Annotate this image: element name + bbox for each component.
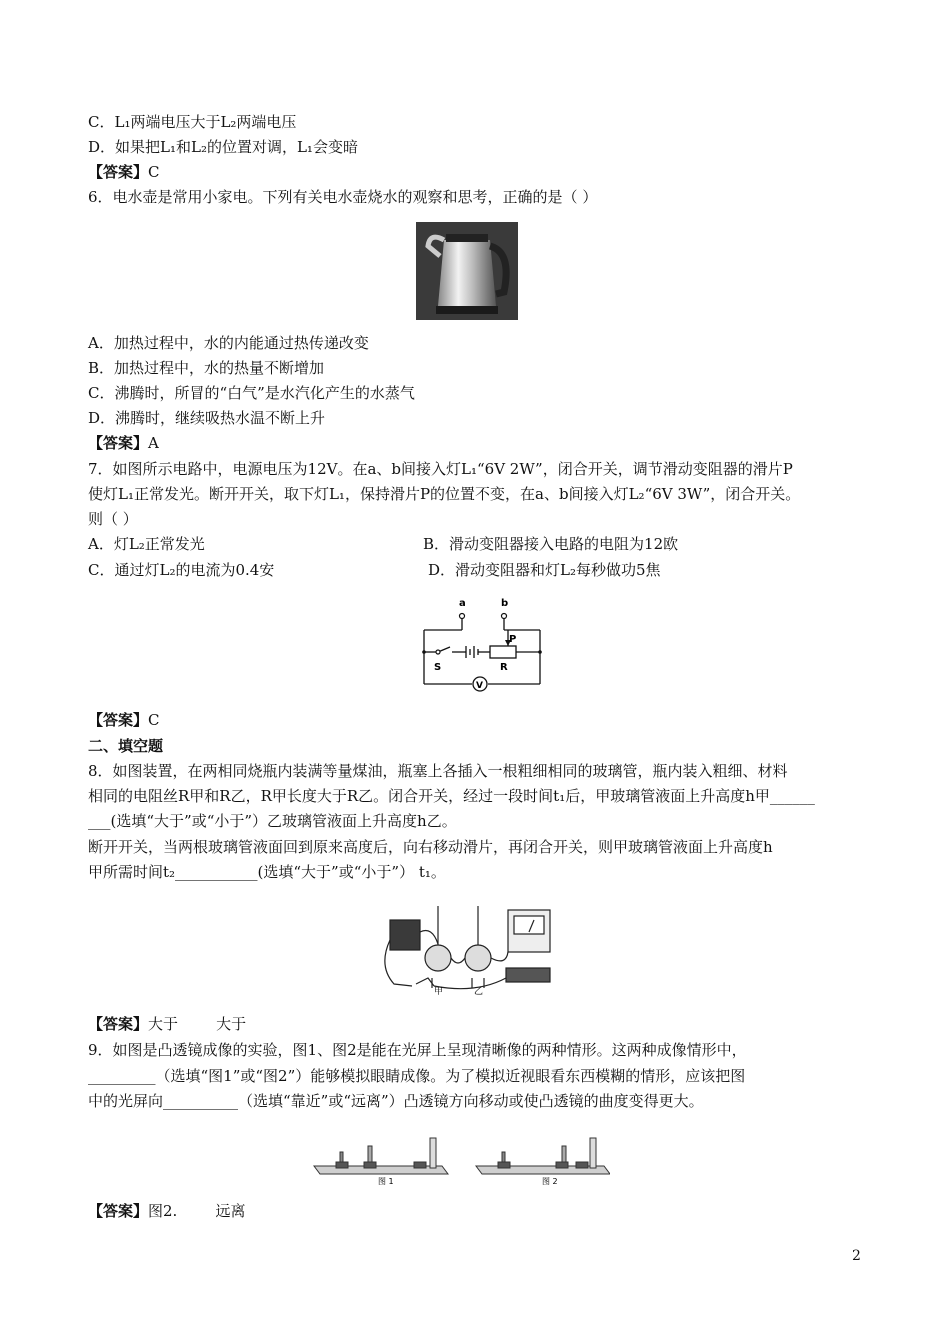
q7-stem-line3: 则（ ） (88, 510, 138, 528)
q9-line3: 中的光屏向__________（选填“靠近”或“远离”）凸透镜方向移动或使凸透镜的曲度变得更大。 (88, 1092, 704, 1110)
q7-option-a: A．灯L₂正常发光 (88, 535, 205, 553)
q8-line3: ___(选填“大于”或“小于”）乙玻璃管液面上升高度h乙。 (88, 812, 457, 830)
q5-option-d: D．如果把L₁和L₂的位置对调，L₁会变暗 (88, 138, 358, 156)
label-a: a (459, 598, 466, 609)
fig1-caption: 图 1 (378, 1177, 394, 1186)
q6-option-a: A．加热过程中，水的内能通过热传递改变 (88, 334, 369, 352)
q8-line2: 相同的电阻丝R甲和R乙，R甲长度大于R乙。闭合开关，经过一段时间t₁后，甲玻璃管液面上升高度h甲______ (88, 787, 815, 805)
label-v: V (476, 681, 483, 691)
label-p: P (509, 634, 517, 645)
fig2-caption: 图 2 (542, 1177, 558, 1186)
label-r: R (500, 662, 508, 673)
joule-heating-apparatus (376, 896, 566, 996)
page-number: 2 (852, 1248, 861, 1264)
circuit-diagram (416, 594, 544, 694)
label-s: S (434, 662, 442, 673)
q6-option-c: C．沸腾时，所冒的“白气”是水汽化产生的水蒸气 (88, 384, 415, 402)
q7-option-c: C．通过灯L₂的电流为0.4安 (88, 561, 275, 579)
q9-line1: 9．如图是凸透镜成像的实验，图1、图2是能在光屏上呈现清晰像的两种情形。这两种成像情形中， (88, 1041, 747, 1059)
q7-stem-line1: 7．如图所示电路中，电源电压为12V。在a、b间接入灯L₁“6V 2W”，闭合开关，调节滑动变阻器的滑片P (88, 460, 793, 478)
kettle-icon (416, 222, 518, 320)
answer-label: 【答案】 (88, 434, 149, 452)
q6-stem: 6．电水壶是常用小家电。下列有关电水壶烧水的观察和思考，正确的是（ ） (88, 188, 598, 206)
q6-answer (88, 433, 159, 453)
q8-answer (88, 1014, 246, 1034)
q8-line5: 甲所需时间t₂___________(选填“大于”或“小于”） t₁。 (88, 863, 446, 881)
answer-value: A (148, 434, 159, 452)
q7-answer (88, 710, 160, 730)
q8-line4: 断开开关，当两根玻璃管液面回到原来高度后，向右移动滑片，再闭合开关，则甲玻璃管液面上升高度h (88, 838, 773, 856)
q7-option-d: D．滑动变阻器和灯L₂每秒做功5焦 (428, 561, 661, 579)
answer-label: 【答案】 (88, 1202, 149, 1220)
q8-line1: 8．如图装置，在两相同烧瓶内装满等量煤油，瓶塞上各插入一根粗细相同的玻璃管，瓶内装入粗细、材料 (88, 762, 788, 780)
q5-option-c: C．L₁两端电压大于L₂两端电压 (88, 113, 297, 131)
flask-label-yi: 乙 (474, 987, 484, 996)
q5-answer (88, 162, 160, 182)
kettle-image (416, 222, 518, 320)
answer-value: C (148, 711, 160, 729)
answer-label: 【答案】 (88, 163, 149, 181)
q7-stem-line2: 使灯L₁正常发光。断开开关，取下灯L₁，保持滑片P的位置不变，在a、b间接入灯L₂“6V 3W”，闭合开关。 (88, 485, 801, 503)
section-title: 二、填空题 (88, 737, 164, 755)
answer-value: 大于 大于 (148, 1015, 247, 1033)
answer-label: 【答案】 (88, 711, 149, 729)
answer-label: 【答案】 (88, 1015, 149, 1033)
q6-option-b: B．加热过程中，水的热量不断增加 (88, 359, 325, 377)
lens-experiment-figures (310, 1130, 610, 1186)
answer-value: 图2. 远离 (148, 1202, 246, 1220)
q6-option-d: D．沸腾时，继续吸热水温不断上升 (88, 409, 326, 427)
flask-label-jia: 甲 (434, 987, 444, 996)
q7-option-b: B．滑动变阻器接入电路的电阻为12欧 (423, 535, 679, 553)
q9-answer (88, 1201, 245, 1221)
q9-line2: _________（选填“图1”或“图2”）能够模拟眼睛成像。为了模拟近视眼看东西模糊的情形，应该把图 (88, 1067, 746, 1085)
answer-value: C (148, 163, 160, 181)
label-b: b (501, 598, 509, 609)
